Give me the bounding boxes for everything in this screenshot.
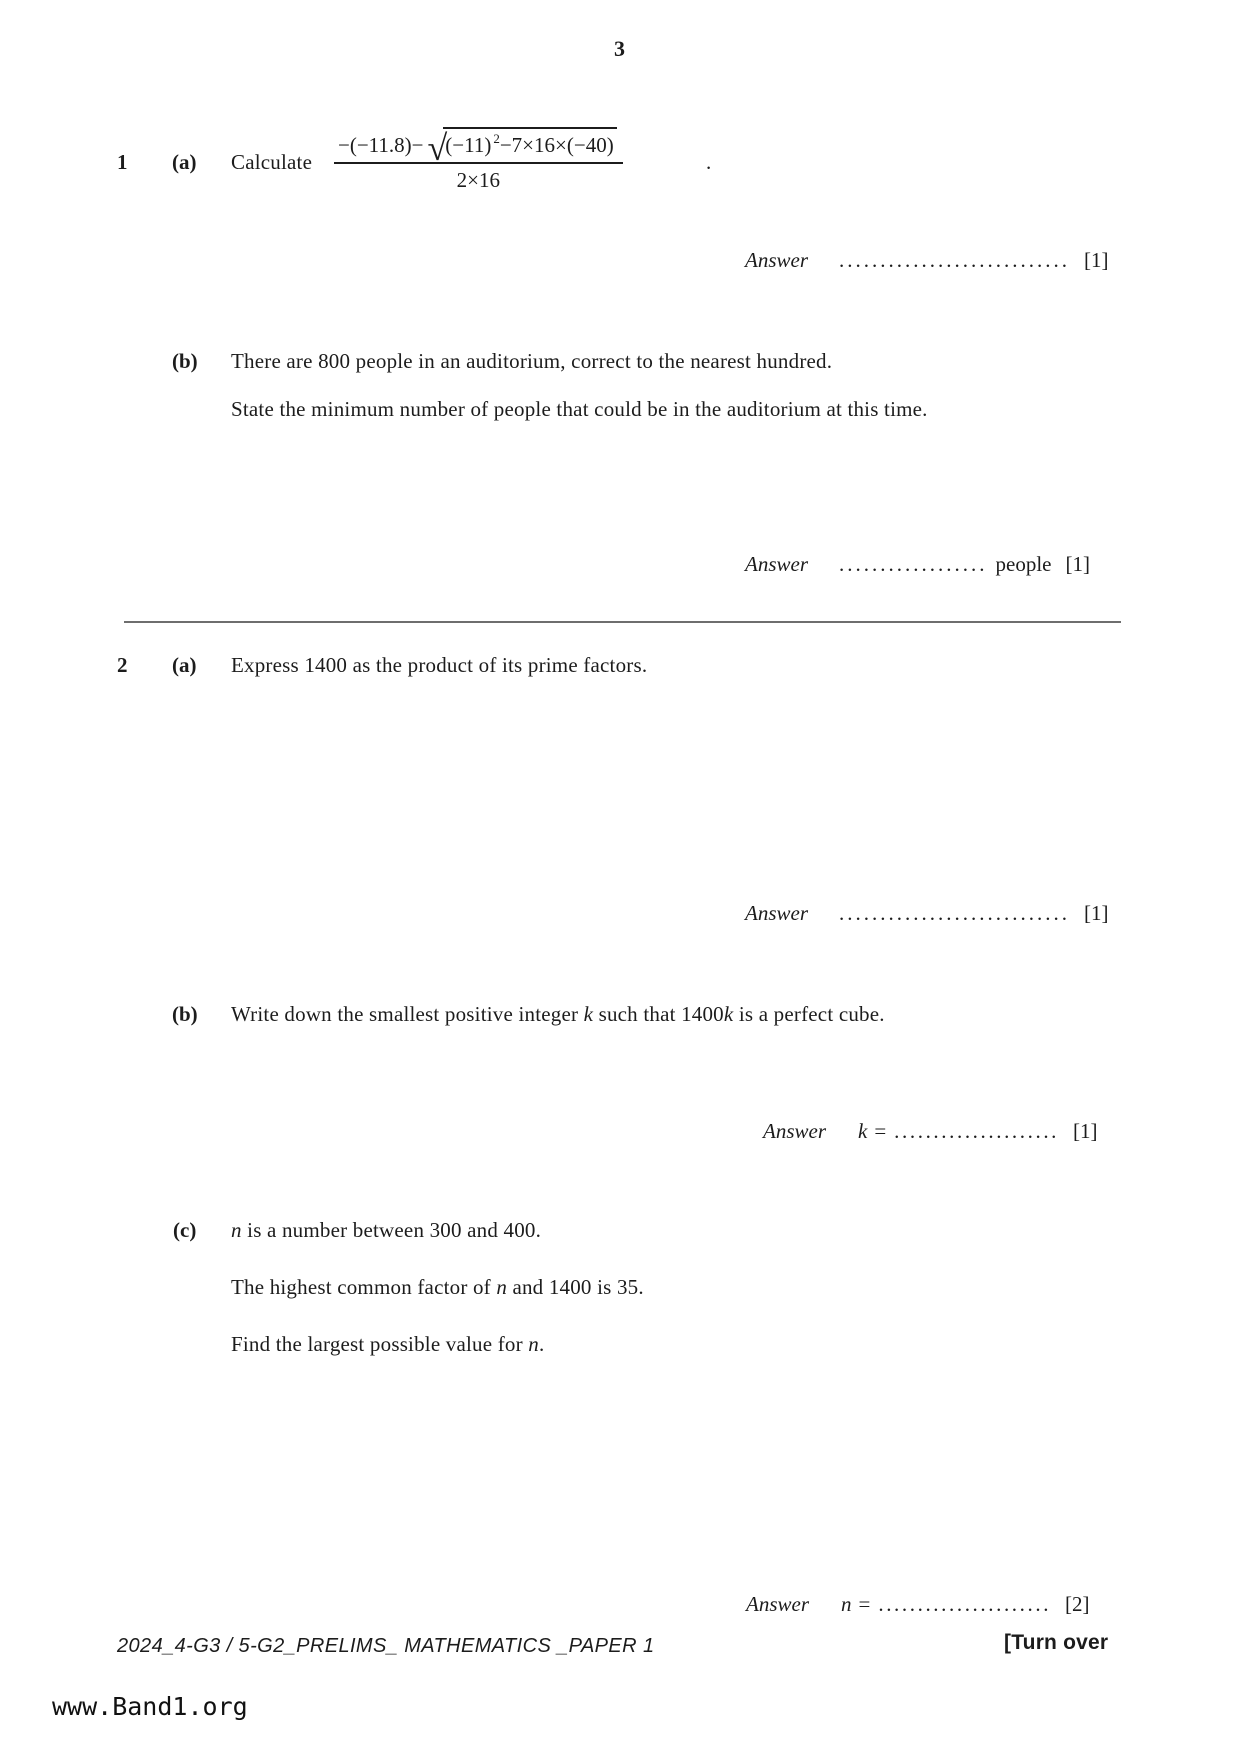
- variable-n: n: [528, 1332, 539, 1356]
- q2c-line3: [231, 1332, 544, 1357]
- answer-variable: n: [841, 1592, 852, 1616]
- variable-k: k: [723, 1002, 734, 1026]
- answer-label: Answer: [745, 901, 808, 925]
- radicand-base: (−11): [445, 133, 492, 157]
- equals-sign: =: [874, 1119, 887, 1143]
- q1a-prompt: Calculate: [231, 150, 313, 174]
- q2c-text-part: .: [538, 1332, 545, 1356]
- q2b-text: [231, 1002, 885, 1027]
- q1a-label: (a): [172, 150, 197, 174]
- formula-period: .: [706, 150, 712, 174]
- marks-badge: [1]: [1073, 1119, 1098, 1143]
- answer-label: Answer: [746, 1592, 809, 1616]
- answer-blank: ............................: [839, 901, 1070, 925]
- radicand-rest: −7×16×(−40): [499, 133, 614, 157]
- q2b-answer-line: [763, 1119, 1098, 1144]
- q2a-answer-line: [745, 901, 1109, 926]
- q2a-text: Express 1400 as the product of its prime factors.: [231, 653, 648, 677]
- q2c-label: (c): [173, 1218, 197, 1242]
- radicand-exponent: 2: [493, 131, 500, 146]
- answer-blank: ......................: [878, 1592, 1052, 1616]
- answer-blank: ..................: [839, 552, 988, 576]
- q2b-text-part: Write down the smallest positive integer: [231, 1002, 584, 1026]
- sqrt-sign: √: [427, 128, 448, 168]
- page-number: 3: [614, 36, 625, 61]
- question-2-number: 2: [117, 653, 128, 677]
- square-root: [427, 127, 617, 168]
- variable-n: n: [231, 1218, 242, 1242]
- q1b-answer-line: [745, 552, 1090, 577]
- answer-variable: k: [858, 1119, 868, 1143]
- answer-blank: ............................: [839, 248, 1070, 272]
- q2b-label: (b): [172, 1002, 198, 1026]
- q2b-text-part: such that 1400: [593, 1002, 724, 1026]
- question-1-number: 1: [117, 150, 128, 174]
- numerator-prefix: −(−11.8)−: [338, 133, 424, 157]
- answer-blank: .....................: [894, 1119, 1060, 1143]
- marks-badge: [2]: [1065, 1592, 1090, 1616]
- q2c-text-part: and 1400 is 35.: [507, 1275, 644, 1299]
- q2c-text-part: The highest common factor of: [231, 1275, 497, 1299]
- equals-sign: =: [858, 1592, 871, 1616]
- q1b-label: (b): [172, 349, 198, 373]
- radicand: [443, 127, 616, 158]
- fraction-denominator: 2×16: [456, 168, 501, 192]
- variable-k: k: [583, 1002, 594, 1026]
- q2c-text-part: Find the largest possible value for: [231, 1332, 529, 1356]
- q2a-label: (a): [172, 653, 197, 677]
- q2c-line2: [231, 1275, 644, 1300]
- q1a-answer-line: [745, 248, 1109, 273]
- answer-unit: people: [995, 552, 1052, 576]
- marks-badge: [1]: [1084, 901, 1109, 925]
- marks-badge: [1]: [1065, 552, 1090, 576]
- turn-over-notice: [Turn over: [1004, 1631, 1109, 1654]
- document-id: 2024_4-G3 / 5-G2_PRELIMS_ MATHEMATICS _PAPER 1: [117, 1635, 655, 1657]
- q2c-line1: [231, 1218, 541, 1243]
- variable-n: n: [496, 1275, 508, 1299]
- answer-label: Answer: [745, 552, 808, 576]
- website-watermark: www.Band1.org: [52, 1692, 248, 1721]
- answer-label: Answer: [763, 1119, 826, 1143]
- q1a-fraction: [334, 112, 623, 193]
- answer-label: Answer: [745, 248, 808, 272]
- q1b-line2: State the minimum number of people that could be in the auditorium at this time.: [231, 397, 928, 421]
- q2b-text-part: is a perfect cube.: [733, 1002, 885, 1026]
- question-divider: [124, 621, 1121, 623]
- q2c-answer-line: [746, 1592, 1090, 1617]
- q2c-text-part: is a number between 300 and 400.: [241, 1218, 542, 1242]
- fraction-numerator: [334, 112, 623, 168]
- marks-badge: [1]: [1084, 248, 1109, 272]
- q1b-line1: There are 800 people in an auditorium, correct to the nearest hundred.: [231, 349, 833, 373]
